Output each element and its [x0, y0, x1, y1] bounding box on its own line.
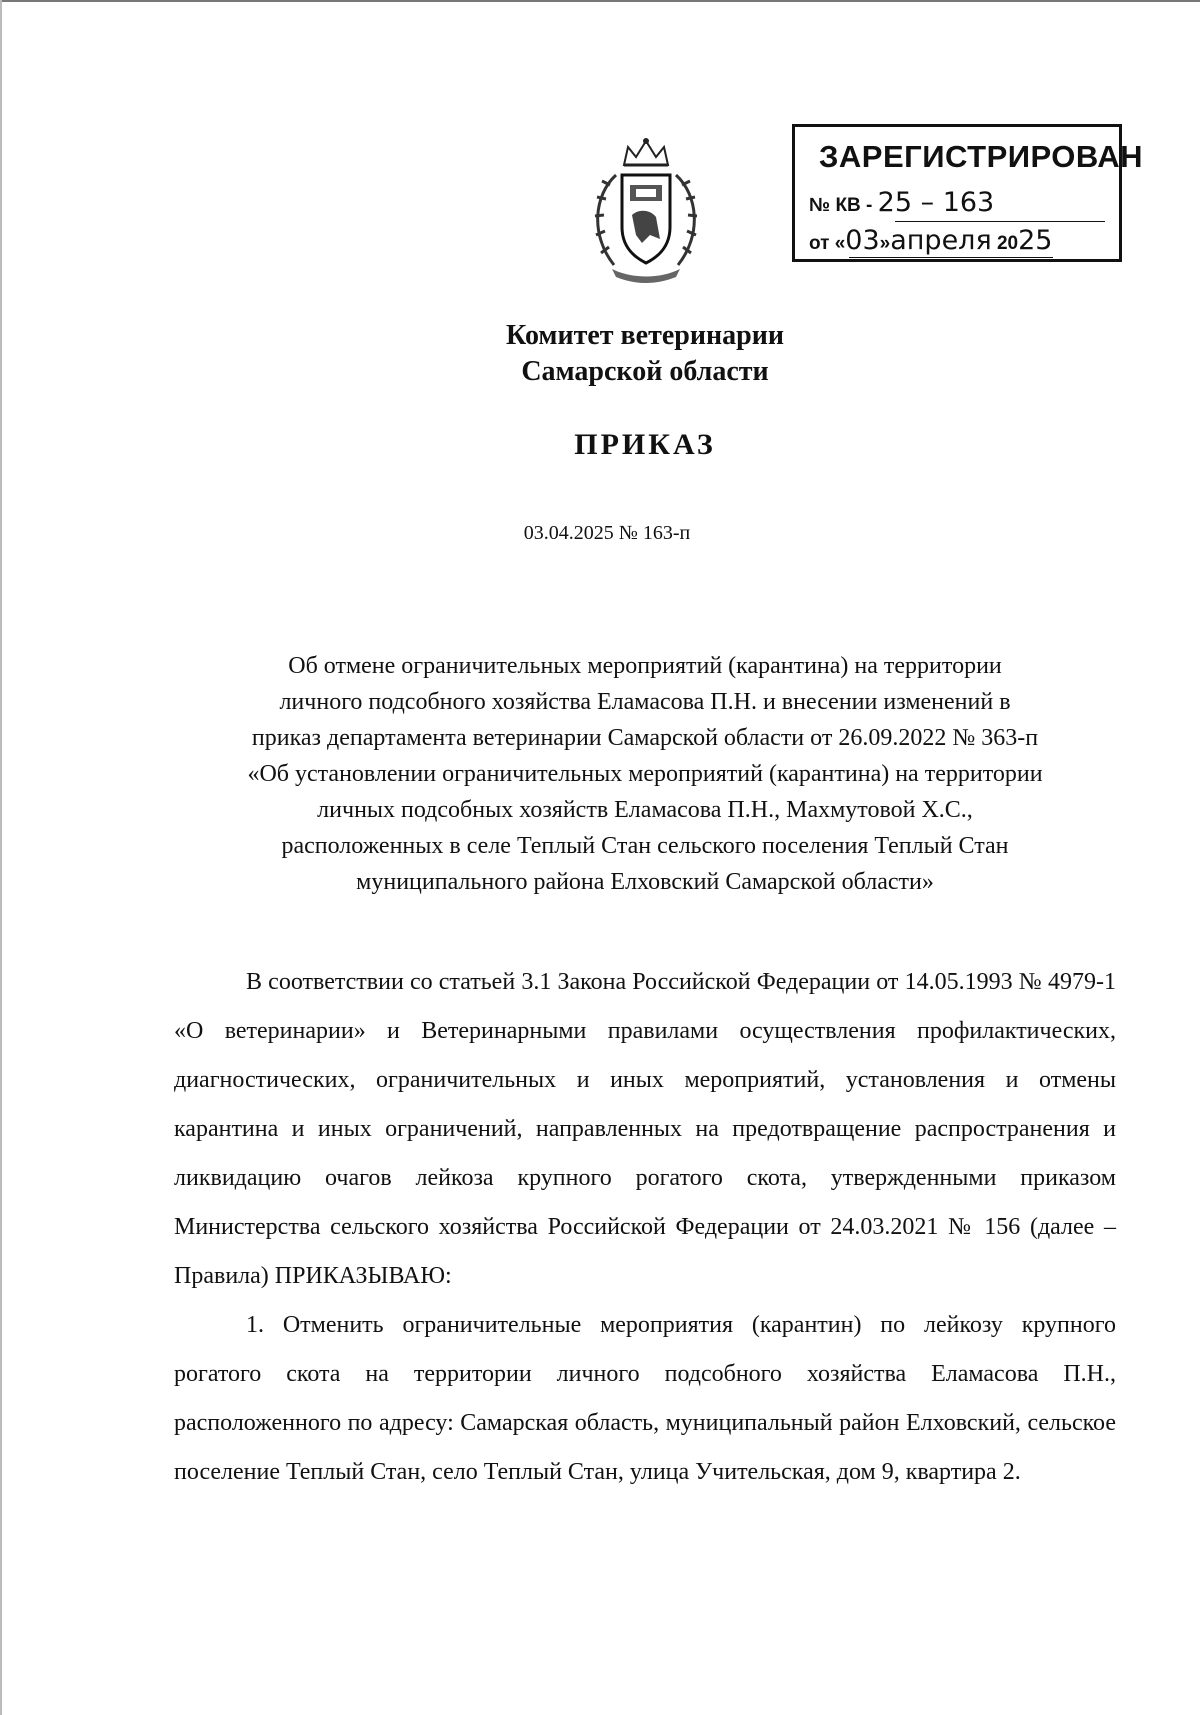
stamp-number-underline: [895, 221, 1105, 222]
document-subject: [170, 648, 1120, 900]
subject-line: личных подсобных хозяйств Еламасова П.Н., Махмутовой Х.С.,: [317, 797, 973, 823]
stamp-number-row: [809, 187, 994, 218]
stamp-date-day-handwritten: 03: [845, 225, 880, 256]
scan-edge-left: [0, 0, 2, 1715]
subject-line: расположенных в селе Теплый Стан сельского поселения Теплый Стан: [281, 833, 1009, 859]
stamp-number-handwritten: 25 – 163: [877, 187, 995, 218]
subject-line: приказ департамента ветеринарии Самарской области от 26.09.2022 № 363-п: [251, 725, 1039, 751]
subject-line: муниципального района Елховский Самарской области»: [356, 869, 934, 895]
subject-line: «Об установлении ограничительных мероприятий (карантина) на территории: [247, 761, 1043, 787]
subject-line: Об отмене ограничительных мероприятий (карантина) на территории: [288, 653, 1002, 679]
subject-line: личного подсобного хозяйства Еламасова П.Н. и внесении изменений в: [279, 689, 1011, 715]
organization-name-line2: Самарской области: [521, 356, 769, 387]
scan-edge-top: [0, 0, 1200, 2]
document-type-title: ПРИКАЗ: [574, 428, 716, 461]
stamp-date-month-handwritten: апреля: [890, 225, 992, 256]
document-date-number: 03.04.2025 № 163-п: [523, 522, 691, 544]
stamp-date-prefix: от «: [809, 233, 846, 254]
registration-stamp: [792, 124, 1144, 262]
stamp-title: ЗАРЕГИСТРИРОВАН: [819, 139, 1144, 174]
order-item-1: 1. Отменить ограничительные мероприятия (карантин) по лейкозу крупного рогатого скота на территории личного подсобного хозяйства Еламасова П.Н., расположенного по адресу: Самарская область, муниципальный район Елховский, сельское поселение Теплый Стан, село Теплый Стан, улица Учительская, дом 9, квартира 2.: [174, 1312, 1116, 1485]
document-body: [174, 958, 1116, 1497]
stamp-date-year-handwritten: 25: [1018, 225, 1053, 256]
stamp-date-separator: »: [879, 233, 891, 254]
stamp-date-row: [809, 225, 1052, 256]
stamp-date-year-prefix: 20: [996, 233, 1019, 254]
organization-name-line1: Комитет ветеринарии: [506, 320, 784, 351]
coat-of-arms-emblem: [576, 135, 716, 287]
organization-name: [0, 318, 1200, 390]
stamp-number-prefix: № КВ -: [809, 195, 873, 216]
preamble-paragraph: В соответствии со статьей 3.1 Закона Российской Федерации от 14.05.1993 № 4979-1 «О ветеринарии» и Ветеринарными правилами осуществления профилактических, диагностических, ограничительных и иных мероприятий, установления и отмены карантина и иных ограничений, направленных на предотвращение распространения и ликвидацию очагов лейкоза крупного рогатого скота, утвержденными приказом Министерства сельского хозяйства Российской Федерации от 24.03.2021 № 156 (далее – Правила) ПРИКАЗЫВАЮ:: [174, 969, 1116, 1289]
stamp-date-underline: [849, 257, 1053, 258]
